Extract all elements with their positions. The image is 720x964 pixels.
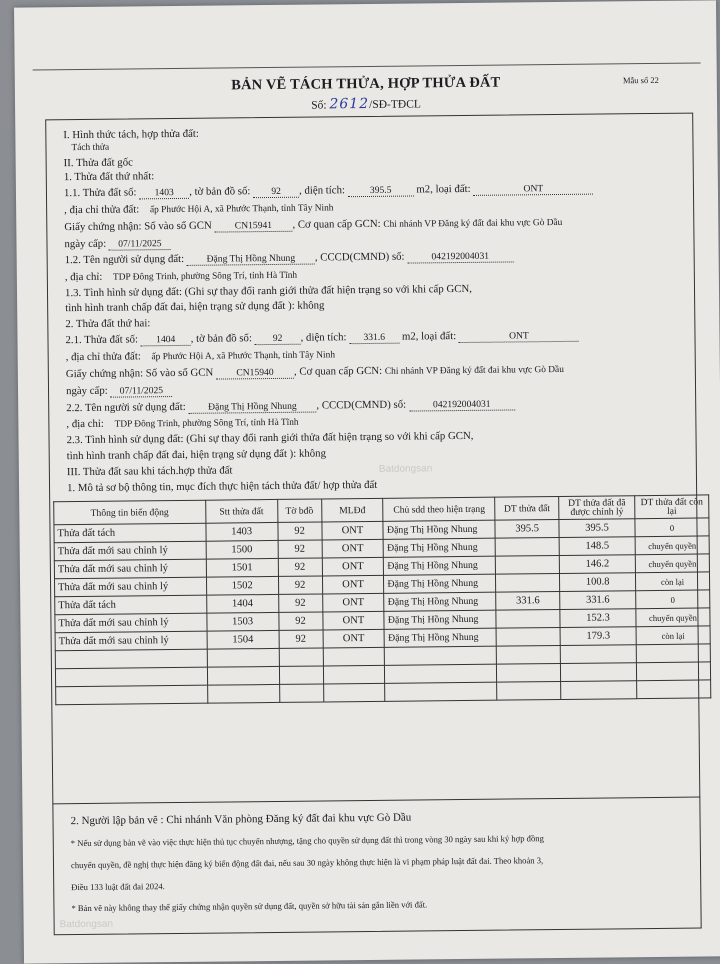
map-label: , tờ bản đồ số: (189, 185, 251, 198)
table-cell (279, 648, 323, 666)
area-unit: m2, loại đất: (401, 330, 457, 343)
parcel2-usage-a: 2.3. Tình hình sử dụng đất: (Ghi sự thay đổi ranh giới thửa đất hiện trạng so với khi cấp GCN, (66, 429, 474, 447)
table-cell: Đặng Thị Hồng Nhung (384, 538, 496, 557)
table-cell: 92 (278, 558, 322, 576)
column-header: DT thửa đất (495, 496, 559, 520)
table-cell: 92 (278, 540, 322, 558)
parcel1-owner-address (65, 269, 297, 283)
parcel-no-label: 1.1. Thửa đất số: (63, 186, 137, 200)
table-cell (323, 647, 385, 666)
table-cell: 92 (278, 522, 322, 540)
table-cell: Đặng Thị Hồng Nhung (384, 592, 496, 611)
cert-no: CN15940 (216, 368, 294, 380)
parcel1-date (64, 237, 171, 251)
issuing-agency: Chi nhánh VP Đăng ký đất đai khu vực Gò Dầu (384, 364, 564, 377)
table-cell: 152.3 (560, 609, 636, 628)
table-cell (55, 649, 207, 669)
area-unit: m2, loại đất: (416, 182, 471, 196)
section1-heading: I. Hình thức tách, hợp thửa đất: (63, 127, 199, 142)
table-cell (496, 573, 560, 592)
note1-line-c: Điều 133 luật đất đai 2024. (71, 881, 165, 893)
area-label: , diện tích: (300, 331, 347, 344)
handwritten-number: 2612 (329, 95, 370, 113)
table-cell (279, 684, 323, 702)
agency-label: , Cơ quan cấp GCN: (292, 217, 381, 231)
table-cell: 0 (635, 518, 709, 537)
table-cell (561, 663, 637, 682)
area-value: 395.5 (348, 186, 414, 198)
table-cell: ONT (322, 557, 384, 576)
table-cell: 1504 (207, 630, 279, 649)
table-cell (561, 681, 637, 700)
table-cell (207, 684, 279, 703)
table-cell (636, 644, 710, 663)
map-no: 92 (255, 334, 301, 345)
table-cell (495, 537, 559, 556)
owner-label: 1.2. Tên người sử dụng đất: (64, 252, 185, 267)
table-cell (496, 645, 560, 664)
addr-label: , địa chỉ thửa đất: (64, 203, 140, 217)
column-header: DT thửa đất còn lại (635, 495, 709, 519)
preparer-line: 2. Người lập bản vẽ : Chi nhánh Văn phòng Đăng ký đất đai khu vực Gò Dầu (70, 811, 412, 828)
table-cell (497, 681, 561, 700)
parcel-address: ấp Phước Hội A, xã Phước Thạnh, tỉnh Tây Ninh (149, 203, 334, 216)
cert-label: Giấy chứng nhận: Số vào sổ GCN (64, 219, 212, 234)
table-cell (636, 662, 710, 681)
table-cell: Thửa đất tách (54, 523, 206, 543)
table-cell (560, 645, 636, 664)
issue-date: 07/11/2025 (110, 386, 172, 398)
table-cell: 92 (278, 594, 322, 612)
date-label: ngày cấp: (65, 384, 108, 398)
table-cell: còn lại (636, 626, 710, 645)
map-no: 92 (253, 187, 299, 198)
section3-subheading: 1. Mô tả sơ bộ thông tin, mục đích thực hiện tách thửa đất/ hợp thửa đất (66, 478, 378, 495)
parcel-no: 1404 (141, 335, 191, 347)
table-cell (385, 664, 497, 683)
id-no: 042192004031 (407, 251, 513, 263)
table-cell: 148.5 (559, 537, 635, 556)
table-cell (496, 627, 560, 646)
parcel-change-table (53, 494, 711, 705)
table-cell: Đặng Thị Hồng Nhung (385, 628, 497, 647)
so-suffix: /SĐ-TĐCL (369, 98, 421, 111)
owner-address: TDP Đông Trinh, phường Sông Trí, tỉnh Hà Tĩnh (114, 417, 299, 430)
table-cell (207, 666, 279, 685)
table-cell (385, 646, 497, 665)
table-cell: Thửa đất mới sau chỉnh lý (55, 631, 207, 651)
table-cell (385, 682, 497, 701)
document-number (15, 92, 717, 115)
issuing-agency: Chi nhánh VP Đăng ký đất đai khu vực Gò Dầu (383, 217, 563, 230)
table-cell: 1404 (206, 594, 278, 613)
owner-label: 2.2. Tên người sử dụng đất: (66, 400, 186, 415)
table-cell (56, 685, 208, 705)
parcel2-owner-address (66, 416, 298, 430)
parcel2-date (66, 384, 173, 398)
table-cell: 395.5 (495, 519, 559, 538)
table-cell: 179.3 (560, 627, 636, 646)
table-cell: 92 (278, 576, 322, 594)
table-cell: 395.5 (559, 519, 635, 538)
table-cell: 1500 (206, 540, 278, 559)
parcel2-heading: 2. Thửa đất thứ hai: (65, 317, 151, 331)
cert-label: Giấy chứng nhận: Số vào sổ GCN (65, 366, 214, 381)
issue-date: 07/11/2025 (109, 239, 171, 251)
note2-line: * Bản vẽ này không thay thế giấy chứng nhận quyền sử dụng đất, quyền sở hữu tài sản gắn liền với đất. (71, 899, 428, 914)
table-cell: 92 (279, 630, 323, 648)
id-label: , CCCD(CMND) số: (316, 398, 407, 412)
parcel-address: ấp Phước Hội A, xã Phước Thạnh, tỉnh Tây Ninh (151, 350, 336, 363)
table-cell (496, 609, 560, 628)
table-cell: ONT (322, 575, 384, 594)
table-cell: Đặng Thị Hồng Nhung (383, 520, 495, 539)
form-number: Mẫu số 22 (622, 74, 659, 86)
owner-addr-label: , địa chỉ: (66, 417, 104, 431)
column-header: Thông tin biến động (54, 500, 206, 525)
split-type-value: Tách thửa (71, 142, 110, 154)
table-cell: ONT (322, 593, 384, 612)
table-cell: 0 (636, 590, 710, 609)
parcel1-usage-a: 1.3. Tình hình sử dụng đất: (Ghi sự thay đổi ranh giới thửa đất hiện trạng so với khi cấp GCN, (64, 282, 472, 300)
so-label: Số: (311, 99, 327, 112)
document-title: BẢN VẼ TÁCH THỬA, HỢP THỬA ĐẤT (231, 74, 501, 94)
table-cell: 331.6 (496, 591, 560, 610)
note1-line-b: chuyển quyền, đề nghị thực hiện đăng ký biến động đất đai, nếu sau 30 ngày không thực hiện là vi phạm pháp luật đất đai. Theo khoản 3, (70, 855, 544, 871)
agency-label: , Cơ quan cấp GCN: (293, 364, 383, 378)
column-header: MLĐđ (321, 498, 383, 522)
watermark-center: Batdongsan (378, 463, 433, 475)
land-type: ONT (459, 331, 579, 343)
map-label: , tờ bản đồ số: (190, 332, 252, 345)
table-cell (323, 665, 385, 684)
owner-name: Đặng Thị Hồng Nhung (187, 254, 315, 266)
table-cell: còn lại (636, 572, 710, 591)
date-label: ngày cấp: (64, 237, 107, 251)
table-cell: Thửa đất mới sau chỉnh lý (54, 559, 206, 579)
table-cell: 331.6 (560, 591, 636, 610)
table-cell: chuyển quyền (635, 554, 709, 573)
table-cell (207, 648, 279, 667)
table-cell: 1501 (206, 558, 278, 577)
table-cell: Đặng Thị Hồng Nhung (384, 556, 496, 575)
table-cell: ONT (322, 611, 384, 630)
id-no: 042192004031 (409, 399, 515, 411)
column-header: Chủ sdd theo hiện trạng (383, 497, 495, 521)
table-cell: Thửa đất mới sau chỉnh lý (55, 577, 207, 597)
table-cell: Thửa đất mới sau chỉnh lý (55, 613, 207, 633)
table-cell: 100.8 (560, 573, 636, 592)
column-header: DT thửa đất đã được chỉnh lý (559, 496, 635, 520)
area-label: , diện tích: (299, 184, 346, 197)
parcel-no: 1403 (139, 188, 189, 200)
area-value: 331.6 (349, 333, 399, 345)
table-cell: 1403 (206, 522, 278, 541)
table-cell: Thửa đất mới sau chỉnh lý (54, 541, 206, 561)
addr-label: , địa chỉ thửa đất: (65, 350, 141, 364)
table-cell: ONT (321, 521, 383, 540)
owner-name: Đặng Thị Hồng Nhung (188, 402, 316, 414)
table-cell (323, 683, 385, 702)
table-cell (279, 666, 323, 684)
owner-address: TDP Đông Trinh, phường Sông Trí, tỉnh Hà Tĩnh (112, 270, 298, 283)
table-cell: Thửa đất tách (55, 595, 207, 615)
column-header: Tờ bđồ (277, 499, 321, 522)
document-page (14, 0, 720, 963)
column-header: Stt thửa đất (205, 499, 277, 523)
note1-line-a: * Nếu sử dụng bản vẽ vào việc thực hiện thủ tục chuyển nhượng, tặng cho quyền sử dụng đất thì trong vòng 30 ngày sau khi ký hợp đồng (70, 833, 544, 849)
table-cell: 146.2 (559, 555, 635, 574)
table-cell: ONT (322, 539, 384, 558)
land-type: ONT (473, 184, 593, 196)
table-cell (496, 555, 560, 574)
watermark-corner: Batdongsan (59, 918, 114, 931)
table-cell (637, 680, 711, 699)
table-cell (497, 663, 561, 682)
owner-addr-label: , địa chỉ: (64, 270, 103, 284)
id-label: , CCCD(CMND) số: (314, 250, 405, 264)
parcel1-heading: 1. Thửa đất thứ nhất: (63, 170, 155, 184)
section3-heading: III. Thửa đất sau khi tách.hợp thửa đất (66, 464, 233, 479)
parcel-no-label: 2.1. Thửa đất số: (65, 333, 139, 347)
table-cell: 1503 (207, 612, 279, 631)
table-cell: chuyển quyền (635, 536, 709, 555)
table-cell: Đặng Thị Hồng Nhung (384, 610, 496, 629)
table-cell: Đặng Thị Hồng Nhung (384, 574, 496, 593)
parcel1-usage-b: tình hình tranh chấp đất đai, hiện trạng sử dụng đất ): không (65, 299, 325, 315)
table-cell: chuyển quyền (636, 608, 710, 627)
section2-heading: II. Thửa đất gốc (63, 156, 133, 170)
table-cell: 1502 (206, 576, 278, 595)
top-rule (33, 62, 701, 70)
table-cell: ONT (323, 629, 385, 648)
parcel2-usage-b: tình hình tranh chấp đất đai, hiện trạng sử dụng đất ): không (66, 447, 327, 463)
table-cell: 92 (278, 612, 322, 630)
cert-no: CN15941 (214, 221, 292, 233)
table-body (54, 518, 711, 705)
table-cell (55, 667, 207, 687)
